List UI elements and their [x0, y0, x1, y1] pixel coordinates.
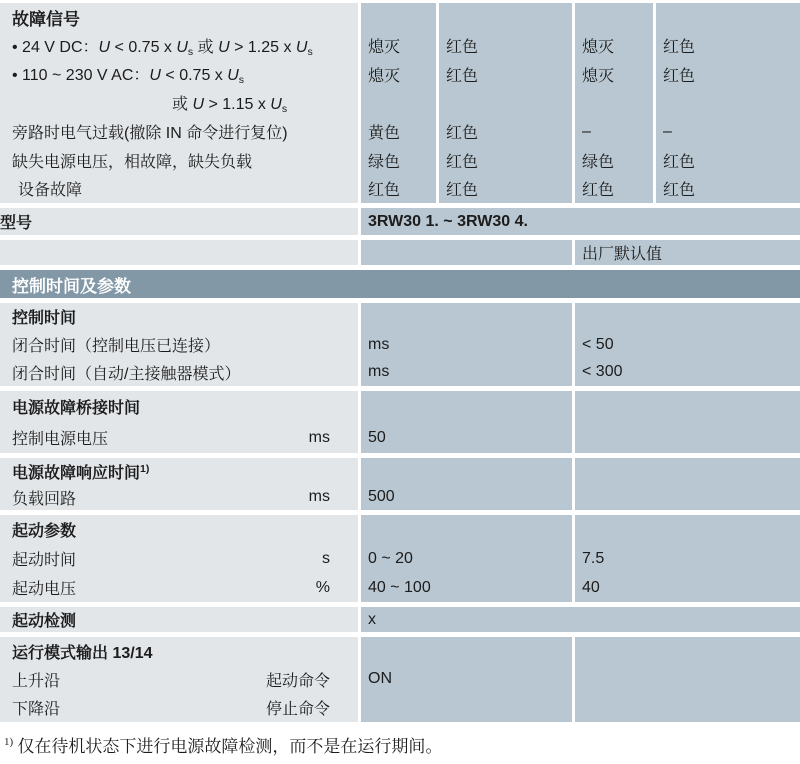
fault-value-text: 熄灭 [582, 39, 615, 57]
fault-value-text: 红色 [368, 182, 401, 200]
row-label [12, 547, 76, 570]
row-label [12, 640, 153, 663]
row-label-text: 闭合时间（控制电压已连接） [12, 338, 221, 355]
fault-value [439, 3, 572, 32]
text-segment: s [281, 103, 288, 116]
value-line [575, 694, 800, 722]
fault-value [575, 60, 653, 89]
empty-label-cell [0, 240, 358, 265]
fault-value-text: – [663, 122, 672, 140]
fault-value-text: 绿色 [582, 153, 615, 171]
model-value: 3RW30 1. ~ 3RW30 4. [368, 212, 528, 230]
factory-default-cell [575, 240, 800, 265]
fault-label-cell [0, 3, 358, 203]
fault-value-text: – [582, 122, 591, 140]
fault-value [656, 32, 800, 61]
group-value-cell [361, 637, 572, 722]
group-label-cell [0, 458, 358, 510]
text-segment: s [238, 74, 245, 87]
fault-value-text: 红色 [446, 67, 479, 85]
row-label-text: 起动时间 [12, 552, 77, 569]
row-label [12, 460, 149, 483]
row-label-text: 电源故障响应时间 [12, 464, 141, 482]
fault-label-text: 故障信号 [12, 9, 80, 29]
value-text: 40 ~ 100 [368, 578, 431, 596]
fault-value [575, 3, 653, 32]
fault-value-column [575, 3, 653, 203]
text-segment: U [192, 96, 205, 114]
model-value-cell [361, 208, 800, 235]
fault-value [439, 89, 572, 118]
empty-value-cell [361, 240, 572, 265]
fault-value [439, 174, 572, 203]
group-value-cell [575, 637, 800, 722]
value-line [361, 358, 572, 386]
row-label-line [0, 303, 358, 331]
value-line [575, 665, 800, 693]
row-label-text: 控制电源电压 [12, 431, 109, 448]
group-value-cell [361, 303, 572, 386]
fault-value [361, 117, 436, 146]
fault-value-text: 红色 [663, 39, 696, 57]
row-label [12, 668, 60, 691]
param-group [0, 637, 800, 722]
value-line [575, 573, 800, 602]
value-line [575, 458, 800, 484]
value-line [575, 515, 800, 544]
value-line [361, 422, 572, 453]
value-line [575, 331, 800, 359]
fault-value [361, 146, 436, 175]
footnote-marker: 1) [4, 736, 14, 748]
value-text: 500 [368, 488, 395, 505]
text-segment: 或 [193, 38, 219, 56]
row-label-text: 起动检测 [12, 613, 77, 630]
text-segment: 1) [140, 462, 150, 475]
fault-value-text: 红色 [446, 39, 479, 57]
fault-value [439, 32, 572, 61]
value-text: ON [368, 670, 392, 688]
section-header-bar [0, 270, 800, 298]
fault-value-text: 红色 [446, 125, 479, 143]
fault-value [361, 3, 436, 32]
value-text: 40 [582, 578, 600, 596]
param-group [0, 607, 800, 632]
row-label-line [0, 391, 358, 422]
value-line [361, 573, 572, 602]
value-text: 7.5 [582, 549, 605, 567]
value-text: x [368, 610, 376, 628]
value-text: ms [368, 335, 390, 353]
fault-value [575, 146, 653, 175]
fault-value [439, 60, 572, 89]
text-segment: s [187, 45, 194, 58]
value-line [361, 458, 572, 484]
fault-value [575, 174, 653, 203]
text-segment: U [218, 38, 230, 56]
param-group [0, 458, 800, 510]
row-label-text: 控制时间 [12, 310, 77, 328]
row-label-line [0, 515, 358, 544]
fault-value [656, 60, 800, 89]
fault-value-text: 熄灭 [368, 67, 401, 85]
fault-value [656, 117, 800, 146]
text-segment: s [307, 45, 313, 58]
fault-value-text: 黄色 [368, 125, 401, 143]
row-label-line [0, 422, 358, 453]
fault-value-text: 红色 [663, 182, 696, 200]
footnote [0, 732, 800, 757]
text-segment: 或 [172, 96, 193, 114]
fault-value-text: 红色 [663, 67, 696, 85]
value-text: 0 ~ 20 [368, 549, 413, 567]
row-label-text: 起动参数 [12, 523, 77, 540]
row-label-line [0, 607, 358, 632]
row-label-line [0, 544, 358, 573]
factory-default-row [0, 240, 800, 265]
fault-value-text: 绿色 [368, 153, 401, 171]
fault-label-text [12, 62, 244, 86]
value-line [361, 694, 572, 722]
value-line [361, 484, 572, 510]
value-line [361, 637, 572, 665]
fault-value [656, 89, 800, 118]
fault-label-line [0, 32, 358, 61]
group-value-cell [361, 515, 572, 602]
value-line [575, 358, 800, 386]
row-label [12, 576, 76, 599]
row-label [12, 696, 60, 719]
value-line [361, 303, 572, 331]
value-line [361, 544, 572, 573]
fault-value [575, 89, 653, 118]
group-label-cell [0, 515, 358, 602]
fault-value-text: 红色 [582, 182, 615, 200]
row-unit: 停止命令 [265, 701, 330, 719]
fault-label-line [0, 3, 358, 32]
fault-value [656, 3, 800, 32]
row-label [12, 608, 76, 631]
row-unit: s [322, 549, 330, 567]
fault-label-text [172, 91, 287, 115]
fault-value-column [439, 3, 572, 203]
text-segment: > 1.25 x [229, 38, 296, 56]
row-label-line [0, 331, 358, 359]
fault-value-text: 熄灭 [368, 39, 401, 57]
group-value-cell [361, 391, 572, 453]
value-line [575, 544, 800, 573]
fault-value [575, 117, 653, 146]
row-label-text: 负载回路 [12, 490, 77, 508]
row-label [12, 518, 76, 541]
model-label-cell [0, 208, 358, 235]
group-value-cell [575, 458, 800, 510]
text-segment: • 24 V DC： [12, 38, 99, 56]
fault-label-line [0, 117, 358, 146]
group-value-cell [361, 607, 800, 632]
group-value-cell [575, 391, 800, 453]
row-label [12, 305, 76, 328]
value-line [575, 422, 800, 453]
text-segment: • 110 ~ 230 V AC： [12, 67, 150, 85]
row-label-text: 起动电压 [12, 581, 77, 598]
group-label-cell [0, 391, 358, 453]
row-label-line [0, 573, 358, 602]
text-segment: < 0.75 x [160, 67, 228, 85]
fault-label-text: 缺失电源电压，相故障，缺失负载 [12, 153, 253, 171]
value-line [575, 391, 800, 422]
text-segment: U [176, 38, 188, 56]
fault-label-line [0, 89, 358, 118]
row-label [12, 486, 76, 509]
fault-value [656, 174, 800, 203]
fault-value [439, 117, 572, 146]
factory-default-label: 出厂默认值 [582, 246, 663, 263]
row-label [12, 426, 108, 449]
row-unit: ms [308, 488, 330, 505]
value-line [575, 303, 800, 331]
fault-value-text: 熄灭 [582, 67, 615, 85]
group-label-cell [0, 303, 358, 386]
fault-value-column [656, 3, 800, 203]
fault-label-text: 旁路时电气过载(撤除 IN 命令进行复位) [12, 125, 288, 143]
row-label-text: 闭合时间（自动/主接触器模式） [12, 365, 241, 383]
value-text: 50 [368, 428, 386, 446]
row-unit: 起动命令 [265, 672, 330, 690]
fault-value [656, 146, 800, 175]
param-group [0, 515, 800, 602]
fault-label-text [12, 34, 313, 58]
text-segment: U [149, 67, 161, 85]
fault-value [439, 146, 572, 175]
row-label-line [0, 458, 358, 484]
group-label-cell [0, 637, 358, 722]
param-group [0, 391, 800, 453]
fault-value-text: 红色 [663, 153, 696, 171]
fault-value [361, 60, 436, 89]
text-segment: < 0.75 x [110, 38, 177, 56]
value-line [361, 607, 800, 632]
text-segment: U [227, 67, 239, 85]
row-label [12, 361, 240, 384]
row-unit: ms [308, 428, 330, 446]
fault-value [361, 89, 436, 118]
text-segment: U [98, 38, 111, 56]
footnote-text: 仅在待机状态下进行电源故障检测，而不是在运行期间。 [17, 737, 443, 756]
group-value-cell [575, 303, 800, 386]
model-label: 型号 [0, 215, 33, 232]
row-label [12, 395, 140, 418]
value-line [575, 637, 800, 665]
row-label-line [0, 665, 358, 693]
row-label [12, 333, 220, 356]
section-header-title: 控制时间及参数 [12, 276, 131, 296]
text-segment: > 1.15 x [204, 96, 271, 114]
fault-label-line [0, 146, 358, 175]
fault-label-line [0, 174, 358, 203]
value-line [575, 484, 800, 510]
value-line [361, 331, 572, 359]
row-label-text: 电源故障桥接时间 [12, 400, 141, 417]
row-unit: % [315, 578, 330, 596]
fault-value [361, 174, 436, 203]
text-segment: U [295, 38, 308, 56]
value-text: ms [368, 363, 390, 381]
value-line [361, 515, 572, 544]
row-label-line [0, 484, 358, 510]
row-label-line [0, 694, 358, 722]
fault-label-text: 设备故障 [18, 182, 83, 200]
value-line [361, 391, 572, 422]
group-value-cell [361, 458, 572, 510]
value-text: < 300 [582, 363, 623, 381]
row-label-line [0, 637, 358, 665]
value-text: < 50 [582, 335, 614, 353]
row-label-text: 下降沿 [12, 701, 61, 719]
fault-value-text: 红色 [446, 182, 479, 200]
group-value-cell [575, 515, 800, 602]
control-params-section [0, 303, 800, 722]
param-group [0, 303, 800, 386]
fault-value-column [361, 3, 436, 203]
row-label-text: 上升沿 [12, 672, 61, 690]
value-line [361, 665, 572, 693]
row-label-text: 运行模式输出 13/14 [12, 644, 153, 662]
row-label-line [0, 358, 358, 386]
fault-section [0, 3, 800, 203]
fault-value [361, 32, 436, 61]
fault-label-line [0, 60, 358, 89]
fault-value [575, 32, 653, 61]
group-label-cell [0, 607, 358, 632]
text-segment: U [270, 96, 282, 114]
fault-value-text: 红色 [446, 153, 479, 171]
model-row [0, 208, 800, 235]
